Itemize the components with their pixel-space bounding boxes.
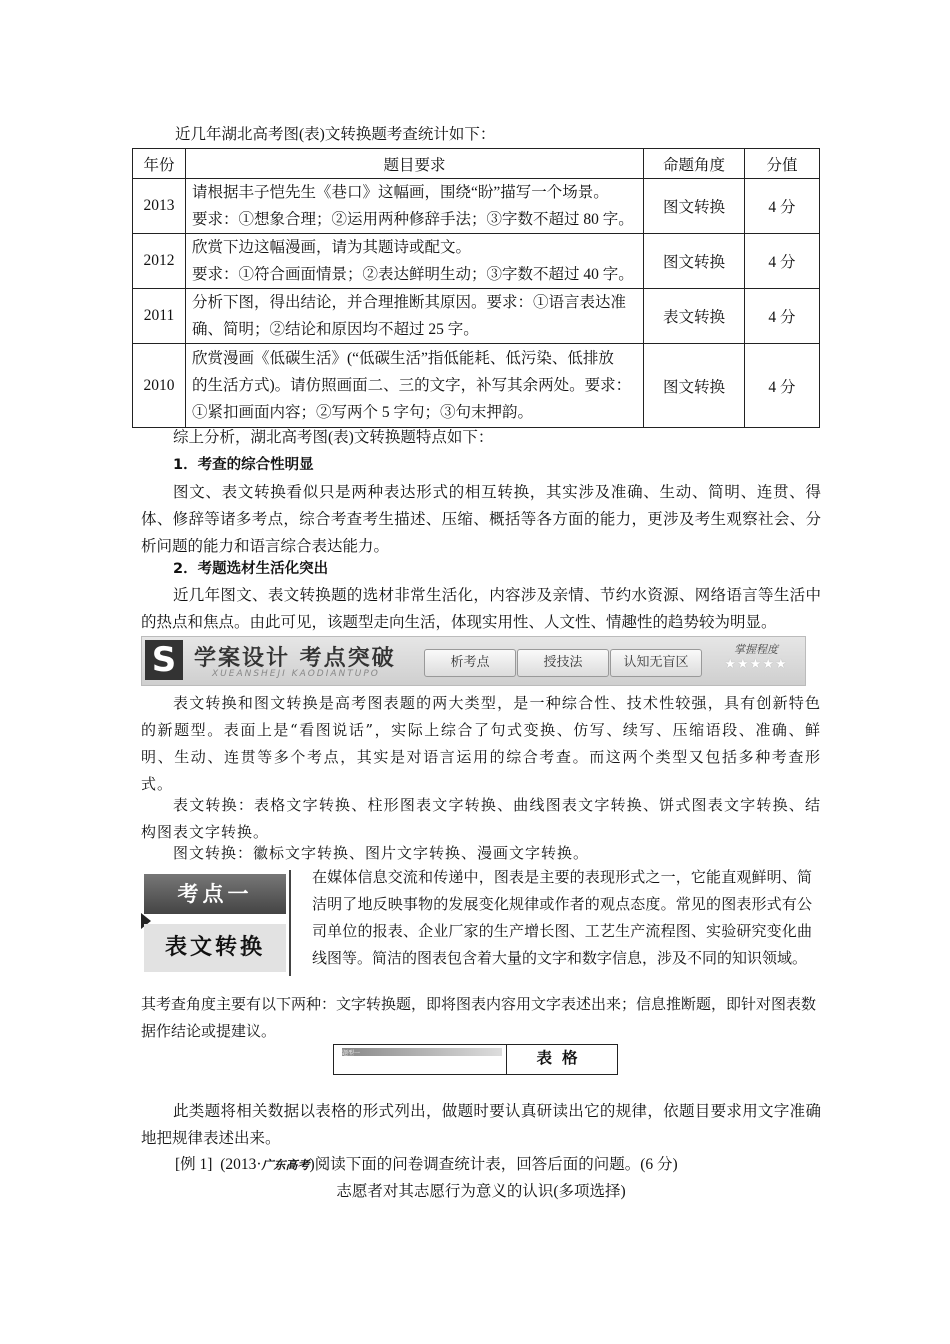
type-label: 表格 [536,1050,588,1067]
point1-title: 1．考查的综合性明显 [173,457,314,473]
angle-cell: 图文转换 [644,344,745,428]
year-cell: 2013 [133,179,186,234]
angle-cell: 图文转换 [644,179,745,234]
point1-text: 图文、表文转换看似只是两种表达形式的相互转换，其实涉及准确、生动、简明、连贯、得体、修辞等诸多考点，综合考查考生描述、压缩、概括等各方面的能力，更涉及考生观察社会、分析问题的能力和语言综合表达能力。 [141,484,821,555]
kaodian-description: 在媒体信息交流和传递中，图表是主要的表现形式之一，它能直观鲜明、简洁明了地反映事物的发展变化规律或作者的观点态度。常见的图表形式有公司单位的报表、企业厂家的生产增长图、工艺生产流程图、实验研究变化曲线图等。简洁的图表包含着大量的文字和数字信息，涉及不同的知识领域。 [312,868,812,967]
paragraph-table-types: 表文转换：表格文字转换、柱形图表文字转换、曲线图表文字转换、饼式图表文字转换、结构图表文字转换。 [141,796,821,841]
exam-stats-table [132,148,820,428]
table-row [133,289,820,344]
table-row [133,179,820,234]
survey-title: 志愿者对其志愿行为意义的认识(多项选择) [336,1183,626,1200]
angle-cell: 表文转换 [644,289,745,344]
score-cell: 4 分 [745,234,820,289]
requirement-cell: 请根据丰子恺先生《巷口》这幅画，围绕“盼”描写一个场景。 要求：①想象合理；②运用两种修辞手法；③字数不超过 80 字。 [186,179,644,234]
angle-cell: 图文转换 [644,234,745,289]
point2-title: 2．考题选材生活化突出 [173,561,329,577]
header-requirement: 题目要求 [186,149,644,179]
mastery-rating [712,641,800,681]
no-blind-spots-button[interactable]: 认知无盲区 [610,649,702,677]
kaodian-badge [141,870,291,976]
example-label: [例 1] [175,1156,213,1173]
paragraph-intro: 表文转换和图文转换是高考图表题的两大类型，是一种综合性、技术性较强，具有创新特色的新题型。表面上是“看图说话”，实际上综合了句式变换、仿写、续写、压缩语段、准确、鲜明、生动、连贯等多个考点，其实是对语言运用的综合考查。而这两个类型又包括多种考查形式。 [141,694,821,793]
star-rating-icon: ★★★★★ [724,657,788,672]
example-line: [例 1] (2013·广东高考)阅读下面的问卷调查统计表，回答后面的问题。(6 分) [175,1156,678,1173]
intro-text: 近几年湖北高考图(表)文转换题考查统计如下： [175,126,496,143]
divider [289,870,291,976]
score-cell: 4 分 [745,344,820,428]
analyze-points-button[interactable]: 析考点 [424,649,516,677]
s-logo-icon: S [145,640,183,680]
year-cell: 2010 [133,344,186,428]
kaodian-number: 考点一 [144,874,286,914]
mastery-label: 掌握程度 [734,643,778,656]
section-banner [141,636,806,686]
year-cell: 2011 [133,289,186,344]
paragraph-image-types: 图文转换：徽标文字转换、图片文字转换、漫画文字转换。 [173,844,590,862]
teach-skills-button[interactable]: 授技法 [517,649,609,677]
table-row [133,234,820,289]
table-method-text: 此类题将相关数据以表格的形式列出，做题时要认真研读出它的规律，依题目要求用文字准确地把规律表述出来。 [141,1103,821,1147]
requirement-cell: 欣赏漫画《低碳生活》(“低碳生活”指低能耗、低污染、低排放 的生活方式)。请仿照画面二、三的文字，补写其余两处。要求： ①紧扣画面内容；②写两个 5 字句；③句末押韵。 [186,344,644,428]
exam-angle-text: 其考查角度主要有以下两种：文字转换题，即将图表内容用文字表述出来；信息推断题，即针对图表数据作结论或提建议。 [141,995,817,1040]
header-angle: 命题角度 [644,149,745,179]
banner-title: 学案设计 考点突破 [194,646,396,671]
kaodian-title: 表文转换 [144,924,286,972]
year-cell: 2012 [133,234,186,289]
requirement-cell: 分析下图，得出结论，并合理推断其原因。要求：①语言表达准 确、简明；②结论和原因均不超过 25 字。 [186,289,644,344]
header-score: 分值 [745,149,820,179]
banner-pinyin: XUEANSHEJI KAODIANTUPO [212,669,380,679]
score-cell: 4 分 [745,179,820,234]
table-header-row [133,149,820,179]
requirement-cell: 欣赏下边这幅漫画，请为其题诗或配文。 要求：①符合画面情景；②表达鲜明生动；③字数不超过 40 字。 [186,234,644,289]
header-year: 年份 [133,149,186,179]
example-source: 广东高考 [261,1158,310,1172]
question-type-box [333,1044,618,1075]
score-cell: 4 分 [745,289,820,344]
summary-text: 综上分析，湖北高考图(表)文转换题特点如下： [173,429,494,446]
type-tag: 题型一 [342,1048,502,1056]
point2-text: 近几年图文、表文转换题的选材非常生活化，内容涉及亲情、节约水资源、网络语言等生活中的热点和焦点。由此可见，该题型走向生活，体现实用性、人文性、情趣性的趋势较为明显。 [141,587,821,631]
table-row [133,344,820,428]
